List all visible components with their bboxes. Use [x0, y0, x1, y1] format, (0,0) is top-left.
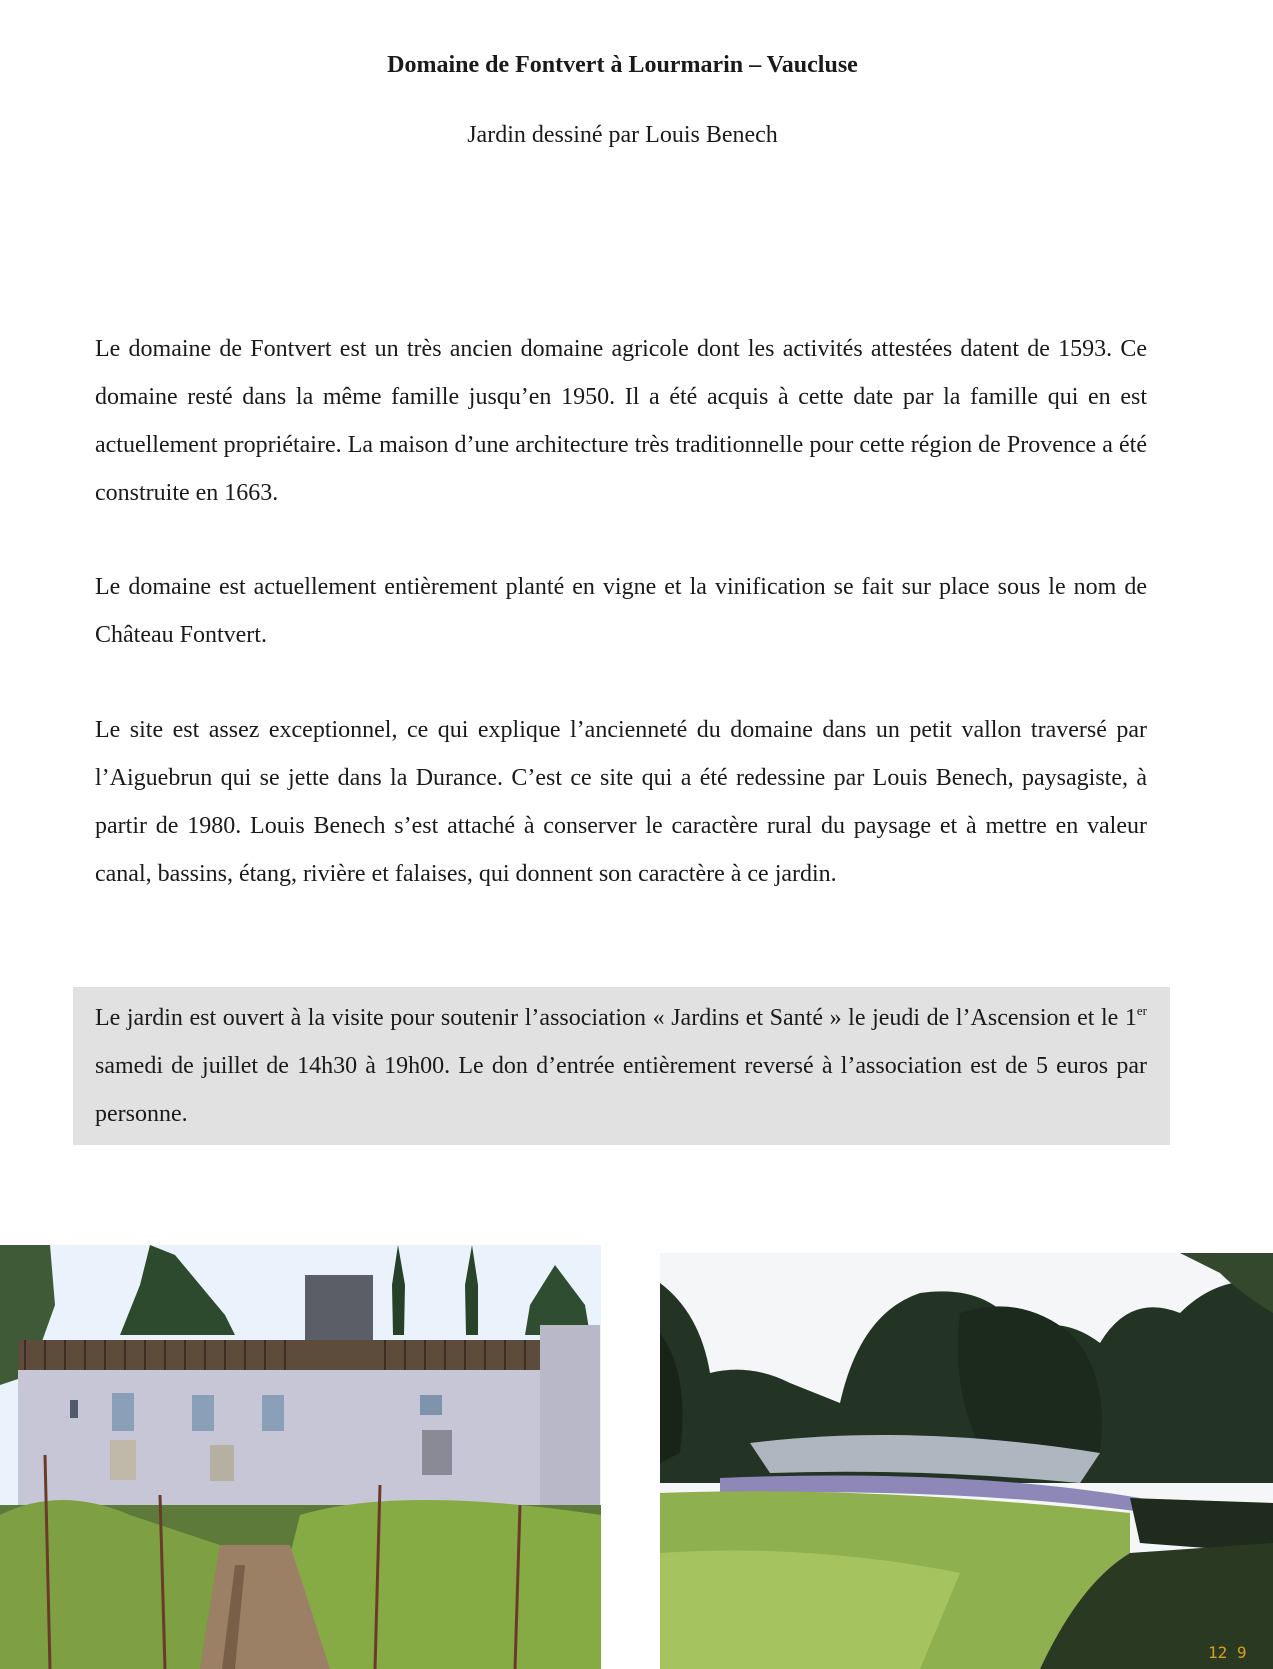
document-title: Domaine de Fontvert à Lourmarin – Vaucluse: [387, 52, 858, 78]
paragraph-vineyard: Le domaine est actuellement entièrement planté en vigne et la vinification se fait sur place sous le nom de Château Fontvert.: [95, 574, 1147, 648]
notice-superscript: er: [1136, 1003, 1147, 1018]
notice-part-1: Le jardin est ouvert à la visite pour soutenir l’association « Jardins et Santé » le jeudi de l’Ascension et le 1: [95, 1005, 1137, 1031]
visit-notice-text: [95, 994, 1147, 1138]
paragraph-site: Le site est assez exceptionnel, ce qui explique l’ancienneté du domaine dans un petit vallon traversé par l’Aiguebrun qui se jette dans la Durance. C’est ce site qui a été redessine par Louis Benech, paysagiste, à partir de 1980. Louis Benech s’est attaché à conserver le caractère rural du paysage et à mettre en valeur canal, bassins, étang, rivière et falaises, qui donnent son caractère à ce jardin.: [95, 717, 1147, 887]
notice-part-2: samedi de juillet de 14h30 à 19h00. Le don d’entrée entièrement reversé à l’association est de 5 euros par personne.: [95, 1053, 1147, 1127]
photo-date-stamp: 12 9: [1208, 1643, 1247, 1662]
paragraph-history: Le domaine de Fontvert est un très ancien domaine agricole dont les activités attestées datent de 1593. Ce domaine resté dans la même famille jusqu’en 1950. Il a été acquis à cette date par la famille qui en est actuellement propriétaire. La maison d’une architecture très traditionnelle pour cette région de Provence a été construite en 1663.: [95, 336, 1147, 506]
photo-garden-lawn: [660, 1253, 1273, 1669]
document-subtitle: Jardin dessiné par Louis Benech: [467, 122, 778, 148]
photo-farmhouse-vineyard: [0, 1245, 601, 1669]
